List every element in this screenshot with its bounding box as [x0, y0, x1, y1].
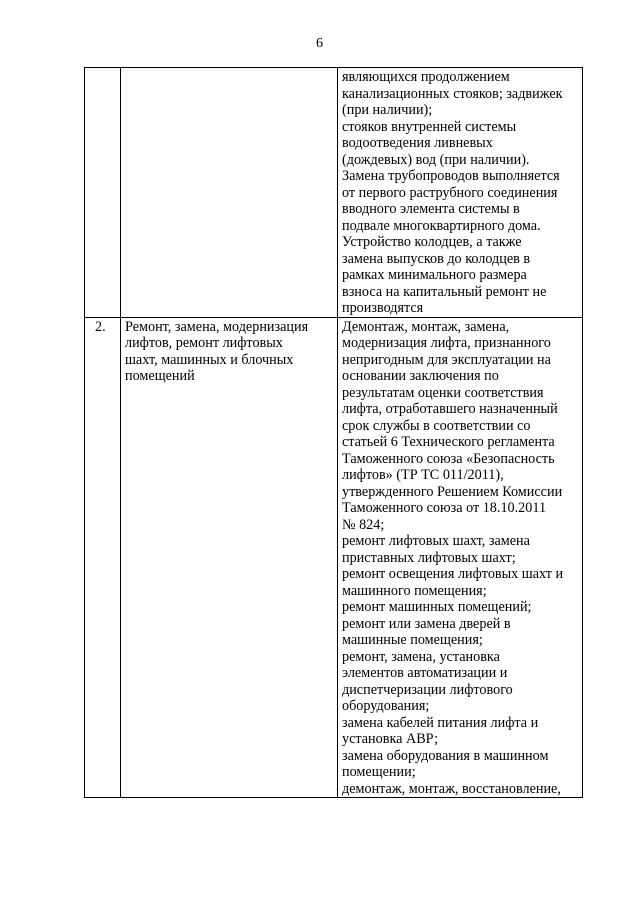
text-line: Таможенного союза «Безопасность: [342, 450, 555, 467]
text-line: замена выпусков до колодцев в: [342, 250, 531, 267]
text-line: непригодным для эксплуатации на: [342, 351, 551, 368]
text-line: взноса на капитальный ремонт не: [342, 283, 547, 300]
text-line: приставных лифтовых шахт;: [342, 549, 516, 566]
text-line: Устройство колодцев, а также: [342, 234, 522, 250]
works-table: [84, 67, 583, 798]
text-line: шахт, машинных и блочных: [125, 351, 294, 368]
text-line: Таможенного союза от 18.10.2011: [342, 500, 547, 516]
text-line: Демонтаж, монтаж, замена,: [342, 318, 510, 335]
text-line: модернизация лифта, признанного: [342, 335, 551, 351]
text-line: (при наличии);: [342, 102, 433, 118]
text-line: (дождевых) вод (при наличии).: [342, 151, 530, 168]
text-line: ремонт лифтовых шахт, замена: [342, 533, 530, 549]
text-line: ремонт машинных помещений;: [342, 599, 532, 615]
text-line: Замена трубопроводов выполняется: [342, 168, 560, 184]
text-line: производятся: [342, 300, 424, 316]
text-line: ремонт, замена, установка: [342, 648, 500, 665]
text-line: демонтаж, монтаж, восстановление,: [342, 780, 561, 797]
text-line: срок службы в соответствии со: [342, 417, 531, 434]
text-line: ремонт или замена дверей в: [342, 615, 511, 632]
text-line: подвале многоквартирного дома.: [342, 217, 541, 234]
text-line: лифта, отработавшего назначенный: [342, 401, 558, 417]
text-line: машинные помещения;: [342, 632, 483, 648]
text-line: от первого раструбного соединения: [342, 184, 558, 201]
work-type-cell: [121, 317, 338, 798]
text-line: утвержденного Решением Комиссии: [342, 483, 563, 500]
row-number: 2.: [95, 318, 106, 335]
text-line: стояков внутренней системы: [342, 118, 517, 135]
text-line: машинного помещения;: [342, 582, 487, 599]
page-number: 6: [316, 36, 323, 51]
text-line: замена оборудования в машинном: [342, 747, 549, 764]
text-line: являющихся продолжением: [342, 69, 510, 85]
work-description-cell: [338, 317, 583, 798]
text-line: Ремонт, замена, модернизация: [125, 318, 309, 335]
text-line: установка АВР;: [342, 731, 439, 747]
text-line: диспетчеризации лифтового: [342, 681, 513, 698]
text-line: замена кабелей питания лифта и: [342, 714, 539, 731]
work-description-cell: [338, 68, 583, 318]
text-line: помещении;: [342, 764, 416, 780]
table-row: [85, 317, 583, 798]
table-row: [85, 68, 583, 318]
text-line: № 824;: [342, 516, 385, 533]
text-line: помещений: [125, 368, 195, 384]
text-line: элементов автоматизации и: [342, 665, 508, 681]
work-type-cell: [121, 68, 338, 318]
text-line: основании заключения по: [342, 368, 499, 384]
text-line: вводного элемента системы в: [342, 201, 520, 217]
row-number-cell: [85, 317, 121, 798]
text-line: ремонт освещения лифтовых шахт и: [342, 566, 564, 582]
text-line: оборудования;: [342, 698, 430, 714]
text-line: канализационных стояков; задвижек: [342, 85, 563, 102]
row-number-cell: [85, 68, 121, 318]
work-description-text: [338, 318, 582, 798]
work-description-text: [338, 68, 582, 317]
work-type-text: [121, 318, 337, 385]
text-line: статьей 6 Технического регламента: [342, 434, 555, 450]
text-line: лифтов, ремонт лифтовых: [125, 335, 283, 351]
work-type-text: [121, 68, 337, 69]
text-line: результатам оценки соответствия: [342, 384, 544, 401]
text-line: рамках минимального размера: [342, 267, 527, 283]
row-number: [85, 68, 120, 69]
text-line: лифтов» (ТР ТС 011/2011),: [342, 467, 504, 483]
text-line: водоотведения ливневых: [342, 135, 493, 151]
